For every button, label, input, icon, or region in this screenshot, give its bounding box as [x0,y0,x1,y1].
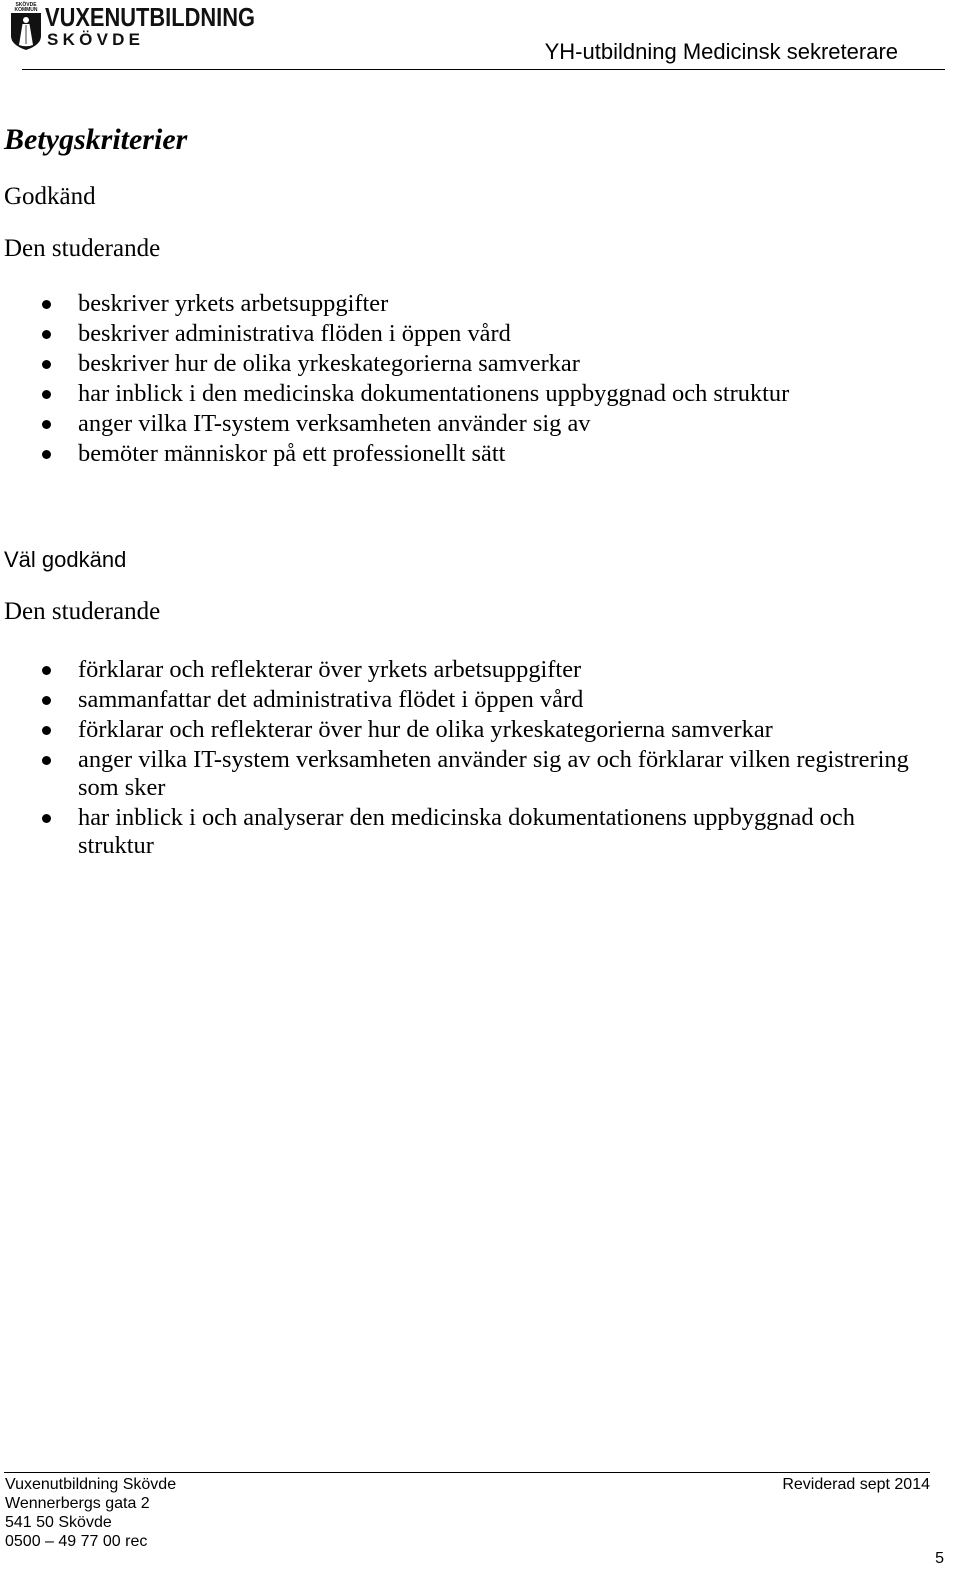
logo-subtitle: SKÖVDE [47,30,140,49]
criteria-item [0,746,960,802]
page-title: Betygskriterier [4,123,188,156]
criteria-text: bemöter människor på ett professionellt sätt [78,440,506,467]
grade-heading-godkand: Godkänd [4,183,96,210]
criteria-item [0,350,960,378]
emblem-text-bottom: KOMMUN [14,7,38,13]
footer-street: Wennerbergs gata 2 [5,1495,150,1512]
bullet-icon [42,420,51,429]
grade-heading-val-godkand: Väl godkänd [4,547,127,572]
bullet-icon [42,756,51,765]
bullet-icon [42,814,51,823]
bullet-icon [42,390,51,399]
page-number: 5 [935,1550,944,1567]
criteria-item [0,716,960,744]
criteria-list-godkand [0,290,960,470]
criteria-list-val-godkand [0,656,960,862]
criteria-text: beskriver yrkets arbetsuppgifter [78,290,389,317]
criteria-text: sammanfattar det administrativa flödet i öppen vård [78,686,584,713]
bullet-icon [42,450,51,459]
criteria-item [0,440,960,468]
footer-postal: 541 50 Skövde [5,1514,112,1531]
section-intro: Den studerande [4,598,161,625]
bullet-icon [42,726,51,735]
criteria-item [0,656,960,684]
criteria-text: anger vilka IT-system verksamheten använder sig av [78,410,591,437]
criteria-item [0,410,960,438]
emblem-text-top: SKÖVDE [15,2,37,8]
section-intro: Den studerande [4,235,161,262]
criteria-text: förklarar och reflekterar över hur de olika yrkeskategorierna samverkar [78,716,773,743]
school-logo [0,0,262,52]
criteria-text: förklarar och reflekterar över yrkets arbetsuppgifter [78,656,582,683]
criteria-text: anger vilka IT-system verksamheten använder sig av och förklarar vilken registrering som sker [78,746,909,801]
criteria-text: beskriver hur de olika yrkeskategorierna samverkar [78,350,580,377]
criteria-text: har inblick i den medicinska dokumentationens uppbyggnad och struktur [78,380,790,407]
footer-address [5,1475,176,1551]
criteria-item [0,686,960,714]
criteria-item [0,380,960,408]
bullet-icon [42,360,51,369]
footer-phone: 0500 – 49 77 00 rec [5,1533,148,1550]
bullet-icon [42,330,51,339]
footer-divider [4,1472,930,1473]
program-title: YH-utbildning Medicinsk sekreterare [544,39,898,64]
header-divider [22,69,945,70]
criteria-item [0,804,960,860]
logo-title: VUXENUTBILDNING [45,2,255,32]
bullet-icon [42,696,51,705]
bullet-icon [42,300,51,309]
criteria-item [0,320,960,348]
footer-org-name: Vuxenutbildning Skövde [5,1476,177,1493]
bullet-icon [42,666,51,675]
coat-of-arms-icon [11,1,41,50]
criteria-text: beskriver administrativa flöden i öppen vård [78,320,511,347]
criteria-text: har inblick i och analyserar den medicinska dokumentationens uppbyggnad och struktur [78,804,855,859]
criteria-item [0,290,960,318]
footer-revised: Reviderad sept 2014 [782,1476,930,1493]
